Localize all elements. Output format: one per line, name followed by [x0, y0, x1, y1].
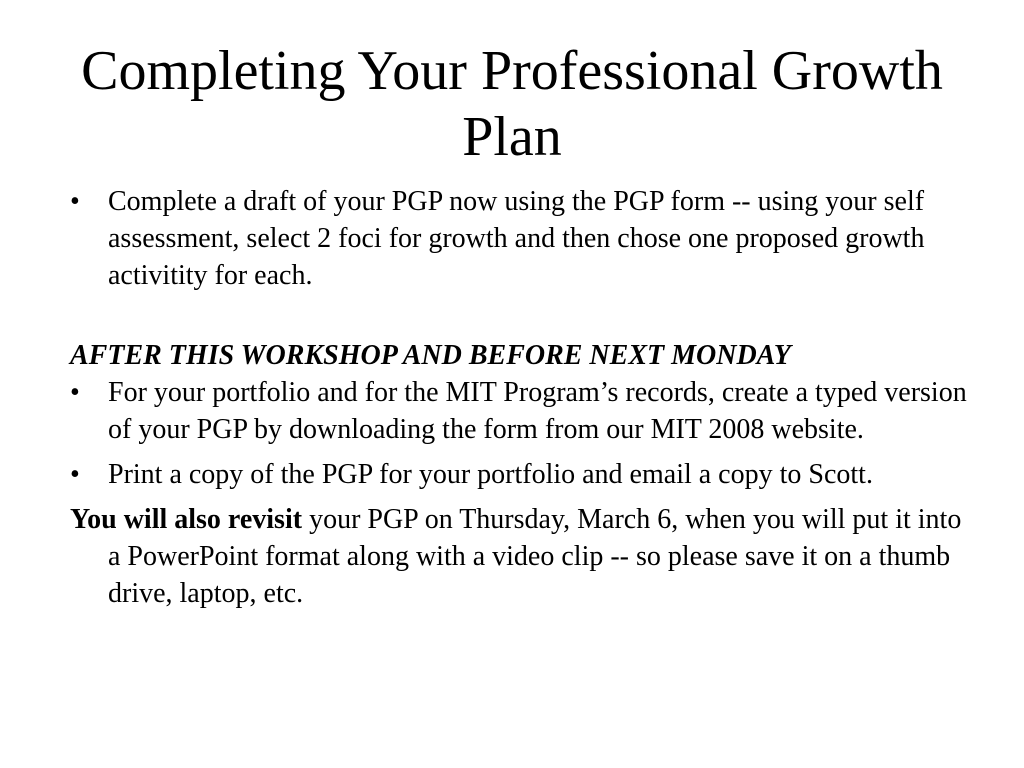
slide-title: Completing Your Professional Growth Plan — [81, 40, 943, 168]
section-heading: AFTER THIS WORKSHOP AND BEFORE NEXT MONDAY — [70, 340, 791, 371]
spacer — [70, 448, 970, 456]
bullet-item-print-copy — [70, 456, 970, 493]
bullet-marker: • — [70, 377, 80, 408]
bullet-item-typed-version — [70, 374, 970, 448]
bullet-text: For your portfolio and for the MIT Program’s records, create a typed version of your PGP by downloading the form from our MIT 2008 website. — [108, 377, 967, 445]
bullet-marker: • — [70, 459, 80, 490]
spacer — [70, 294, 970, 337]
spacer — [70, 493, 970, 501]
bullet-text: Complete a draft of your PGP now using the PGP form -- using your self assessment, select 2 foci for growth and then chose one proposed growth activitity for each. — [108, 186, 925, 291]
slide-body — [70, 183, 970, 612]
bullet-marker: • — [70, 186, 80, 217]
bullet-text: Print a copy of the PGP for your portfolio and email a copy to Scott. — [108, 459, 873, 490]
closing-paragraph — [70, 501, 970, 612]
closing-rest-text: your PGP on Thursday, March 6, when you will put it into a PowerPoint format along with a video clip -- so please save it on a thumb drive, laptop, etc. — [108, 504, 962, 609]
bullet-item-draft — [70, 183, 970, 294]
closing-bold-text: You will also revisit — [70, 504, 303, 535]
